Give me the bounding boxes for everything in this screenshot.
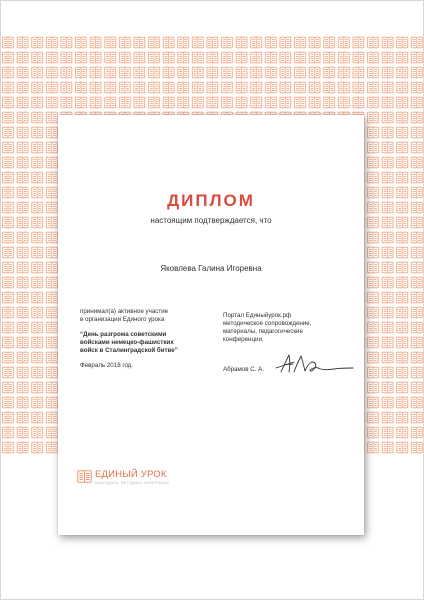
- confirmation-text: настоящим подтверждается, что: [150, 216, 272, 225]
- issuer-line: материалы, педагогические: [223, 328, 303, 335]
- recipient-name: Яковлева Галина Игоревна: [160, 264, 262, 273]
- event-name: [80, 331, 220, 355]
- open-book-icon: [77, 470, 92, 483]
- event-line: войск в Сталинградской битве”: [80, 347, 178, 354]
- issuer-line: методическое сопровождение,: [223, 320, 312, 327]
- issuer-line: Портал Единыйурок.рф: [223, 312, 292, 319]
- signature-image: [272, 353, 356, 377]
- event-date: Февраль 2018 год.: [80, 362, 134, 369]
- logo-tagline: КАЛЕНДАРЬ, МЕТОДИКА, МАТЕРИАЛЫ: [95, 481, 169, 485]
- signatory-name: Абрамов С. А.: [223, 366, 265, 373]
- participation-line: принимал(а) активное участие: [80, 308, 169, 315]
- issuer-block: [223, 312, 353, 344]
- event-line: “День разгрома советскими: [80, 331, 167, 338]
- diploma-title: ДИПЛОМ: [167, 191, 255, 210]
- diploma-card: [58, 115, 364, 535]
- event-line: войсками немецко-фашистких: [80, 339, 174, 346]
- issuer-line: конференции.: [223, 336, 264, 343]
- logo-name: ЕДИНЫЙ УРОК: [95, 469, 167, 480]
- participation-line: в организации Единого урока: [80, 316, 165, 323]
- participation-block: [80, 308, 220, 370]
